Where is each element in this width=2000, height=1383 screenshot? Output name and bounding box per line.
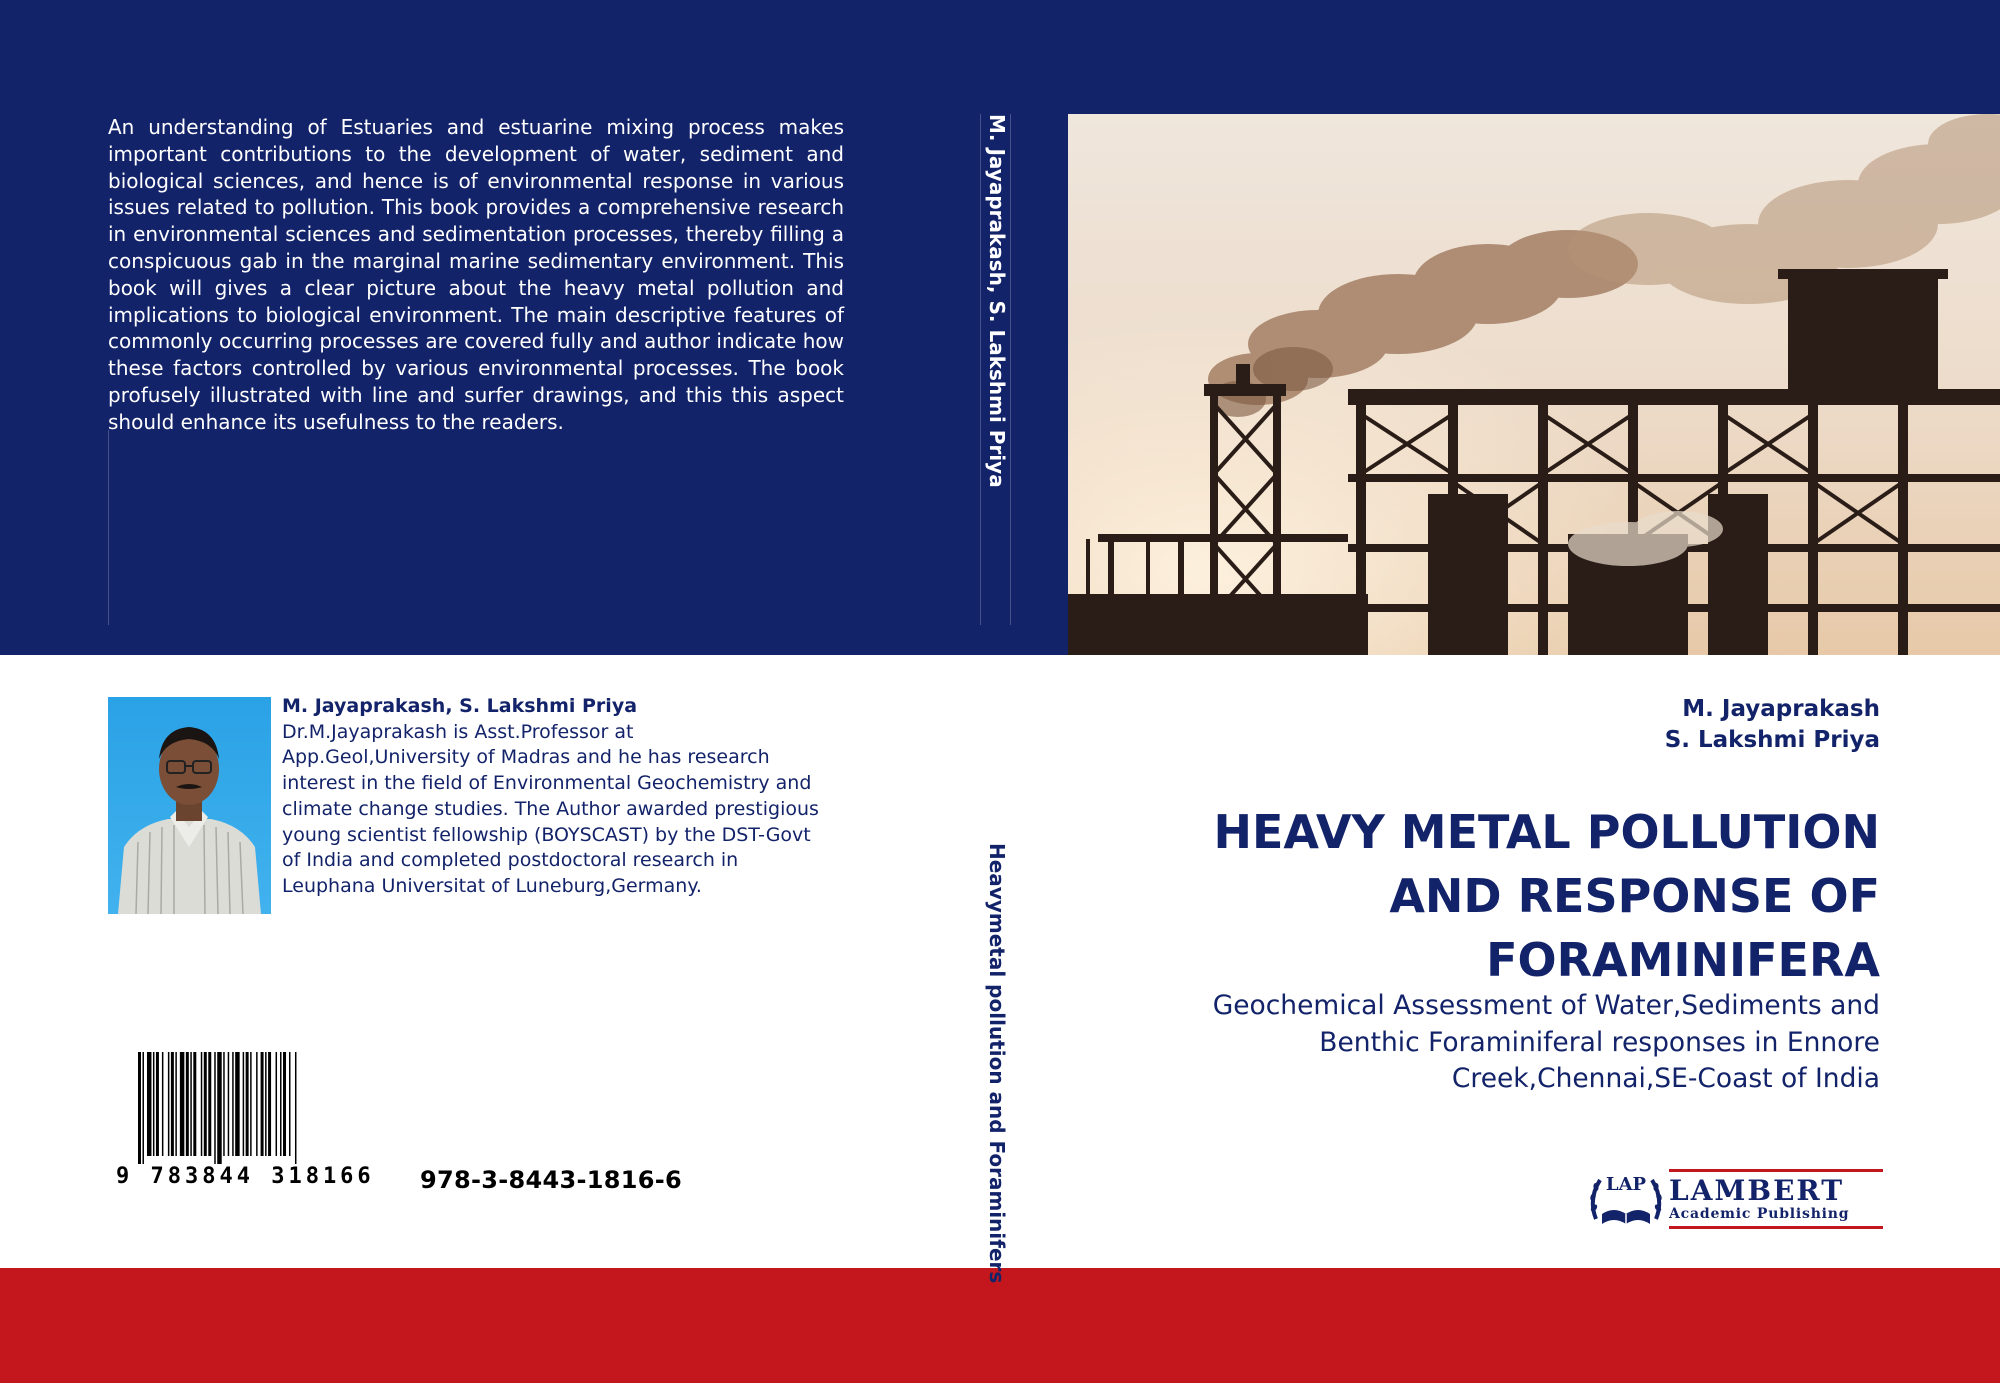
author-heading: M. Jayaprakash, S. Lakshmi Priya (282, 695, 638, 717)
barcode-digits: 9 783844 318166 (116, 1164, 375, 1188)
guide-line-left (108, 430, 109, 625)
barcode-bar (232, 1052, 233, 1156)
book-title-line-1: HEAVY METAL POLLUTION (1213, 805, 1880, 859)
publisher-name: LAMBERT (1669, 1174, 1845, 1207)
barcode (110, 1052, 390, 1188)
barcode-bar (138, 1052, 141, 1164)
barcode-bar (186, 1052, 189, 1156)
barcode-bar (256, 1052, 257, 1156)
book-subtitle-line-2: Benthic Foraminiferal responses in Ennore (1319, 1026, 1880, 1058)
book-title (1180, 800, 1880, 992)
book-subtitle (1160, 988, 1880, 1098)
barcode-bar (246, 1052, 249, 1156)
barcode-bar (208, 1052, 211, 1156)
barcode-bar (235, 1052, 239, 1156)
barcode-bar (168, 1052, 169, 1156)
barcode-bar (190, 1052, 191, 1156)
barcode-bar (295, 1052, 296, 1164)
barcode-bar (214, 1052, 215, 1164)
publisher-rule-top (1669, 1169, 1883, 1172)
barcode-bar (175, 1052, 176, 1156)
barcode-bar (289, 1052, 290, 1156)
barcode-bar (193, 1052, 196, 1156)
barcode-bar (243, 1052, 244, 1156)
barcode-bar (265, 1052, 266, 1156)
isbn-number: 978-3-8443-1816-6 (420, 1166, 683, 1194)
bottom-red-band (0, 1268, 2000, 1383)
front-author-2: S. Lakshmi Priya (1664, 727, 1880, 753)
barcode-bar (268, 1052, 271, 1156)
barcode-bar (153, 1052, 154, 1156)
barcode-bar (223, 1052, 224, 1156)
barcode-bar (204, 1052, 207, 1156)
barcode-bar (201, 1052, 202, 1156)
barcode-bar (280, 1052, 281, 1156)
barcode-bar (283, 1052, 286, 1156)
guide-line-spine-right (1010, 114, 1011, 625)
spine-authors: M. Jayaprakash, S. Lakshmi Priya (985, 114, 1009, 488)
author-bio-text: Dr.M.Jayaprakash is Asst.Professor at App.Geol,University of Madras and he has research interest in the field of Environmental Geochemistry and climate change studies. The Author awarded prestigious young scientist fellowship (BOYSCAST) by the DST-Govt of India and completed postdoctoral research in Leuphana Universitat of Luneburg,Germany. (282, 720, 819, 897)
author-portrait-photo (108, 697, 271, 914)
barcode-bar (228, 1052, 229, 1156)
barcode-bar (142, 1052, 143, 1164)
front-authors (1665, 694, 1880, 756)
barcode-bar (217, 1052, 221, 1164)
front-author-1: M. Jayaprakash (1682, 696, 1880, 722)
barcode-bar (276, 1052, 277, 1156)
barcode-bar (250, 1052, 251, 1156)
publisher-subtitle: Academic Publishing (1669, 1206, 1850, 1222)
barcode-graphic (110, 1052, 390, 1188)
back-cover-blurb: An understanding of Estuaries and estuarine mixing process makes important contributions to the development of water, sediment and biological sciences, and hence is of environmental response in various issues related to pollution. This book provides a comprehensive research in environmental sciences and sedimentation processes, thereby filling a conspicuous gab in the marginal marine sedimentary environment. This book will gives a clear picture about the heavy metal pollution and implications to biological environment. The main descriptive features of commonly occurring processes are covered fully and author indicate how these factors controlled by various environmental processes. The book profusely illustrated with line and surfer drawings, and this this aspect should enhance its usefulness to the readers. (108, 115, 844, 434)
book-title-line-3: FORAMINIFERA (1486, 933, 1880, 987)
barcode-bar (180, 1052, 184, 1156)
barcode-bar (171, 1052, 174, 1156)
book-subtitle-line-3: Creek,Chennai,SE-Coast of India (1451, 1063, 1880, 1094)
book-subtitle-line-1: Geochemical Assessment of Water,Sediments and (1212, 990, 1880, 1021)
publisher-rule-bottom (1669, 1226, 1883, 1229)
spine-title: Heavymetal pollution and Foraminifers (985, 843, 1009, 1284)
publisher-mark: LAP (1605, 1174, 1647, 1195)
guide-line-spine-left (980, 114, 981, 625)
author-bio (282, 694, 822, 900)
barcode-bar (261, 1052, 264, 1156)
barcode-bar (156, 1052, 159, 1156)
barcode-bar (147, 1052, 151, 1156)
barcode-bar (162, 1052, 163, 1156)
book-title-line-2: AND RESPONSE OF (1389, 869, 1880, 923)
lap-open-book-logo (1586, 1164, 1886, 1234)
industrial-smokestack-photo (1068, 114, 2000, 655)
